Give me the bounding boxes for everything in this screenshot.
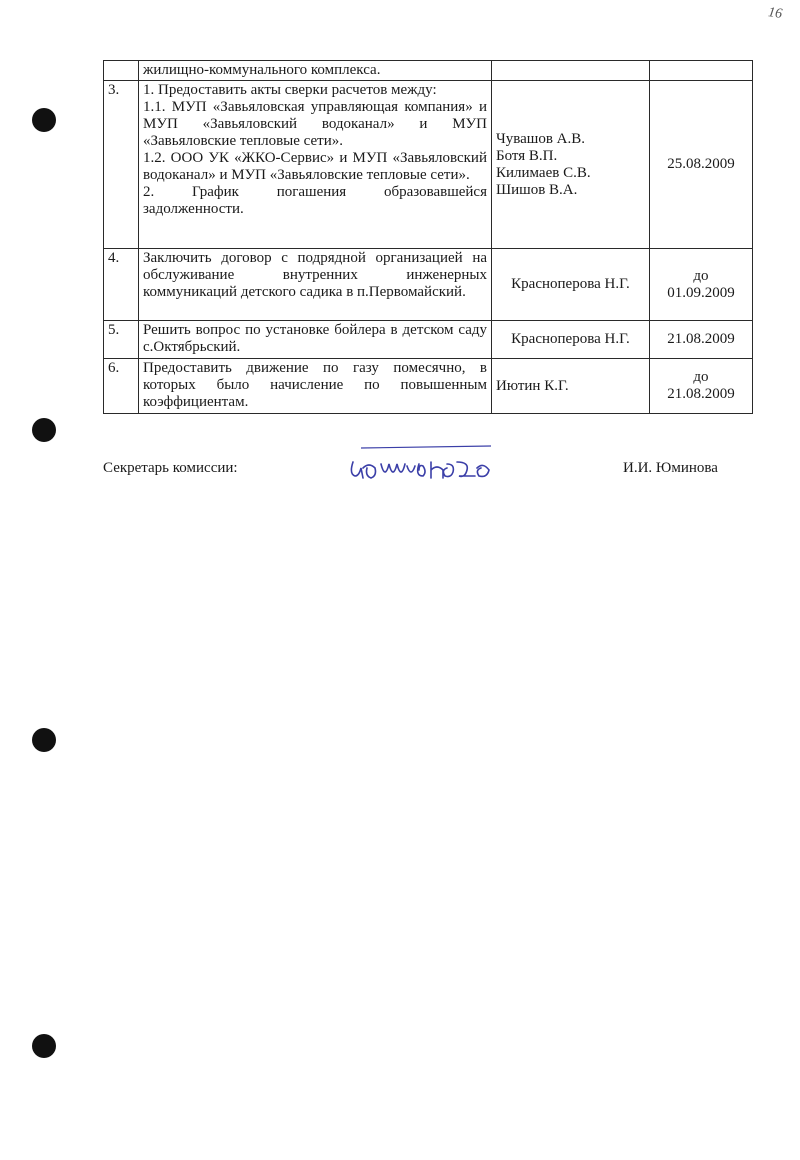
- table-row: [104, 61, 753, 81]
- secretary-label: Секретарь комиссии:: [103, 460, 238, 476]
- task-text: Предоставить движение по газу помесячно, в которых было начисление по повышенным коэффициентам.: [143, 360, 487, 410]
- task-text: 1. Предоставить акты сверки расчетов между:: [143, 82, 437, 98]
- task-cell: [139, 249, 492, 321]
- deadline-prefix: до: [693, 369, 709, 385]
- signature-block: [103, 440, 743, 500]
- task-cell: [139, 81, 492, 249]
- deadline-cell: [650, 359, 753, 414]
- handwritten-signature: [341, 440, 501, 490]
- responsible-person: Ботя В.П.: [496, 147, 558, 164]
- responsible-cell: [492, 81, 650, 249]
- deadline-date: 21.08.2009: [667, 331, 735, 347]
- responsible-person: Красноперова Н.Г.: [511, 331, 630, 347]
- task-text: 2. График погашения образовавшейся задолженности.: [143, 184, 487, 217]
- task-text: Решить вопрос по установке бойлера в детском саду с.Октябрьский.: [143, 322, 487, 355]
- deadline-date: 21.08.2009: [667, 386, 735, 402]
- responsible-cell: [492, 249, 650, 321]
- row-number: [104, 61, 139, 81]
- responsible-person: Чувашов А.В.: [496, 130, 586, 147]
- deadline-cell: [650, 61, 753, 81]
- row-number: 4.: [104, 249, 139, 321]
- page-number: 16: [767, 5, 784, 22]
- task-cell: [139, 359, 492, 414]
- deadline-cell: [650, 249, 753, 321]
- deadline-date: 25.08.2009: [667, 156, 735, 172]
- responsible-person: Килимаев С.В.: [496, 164, 591, 181]
- task-cell: [139, 61, 492, 81]
- row-number: 6.: [104, 359, 139, 414]
- table-row: [104, 249, 753, 321]
- responsible-person: Красноперова Н.Г.: [511, 276, 630, 292]
- task-text: жилищно-коммунального комплекса.: [143, 62, 381, 78]
- deadline-prefix: до: [693, 267, 709, 284]
- punch-hole: [32, 728, 56, 752]
- punch-hole: [32, 1034, 56, 1058]
- punch-hole: [32, 108, 56, 132]
- deadline-date: 01.09.2009: [667, 284, 735, 301]
- responsible-person: Шишов В.А.: [496, 181, 578, 198]
- deadline-cell: [650, 81, 753, 249]
- deadline-cell: [650, 321, 753, 359]
- responsible-cell: [492, 359, 650, 414]
- row-number: 3.: [104, 81, 139, 249]
- responsible-cell: [492, 321, 650, 359]
- responsible-person: Иютин К.Г.: [496, 377, 569, 394]
- responsible-cell: [492, 61, 650, 81]
- table-row: [104, 81, 753, 249]
- punch-hole: [32, 418, 56, 442]
- protocol-table: [103, 60, 753, 414]
- secretary-name: И.И. Юминова: [623, 460, 718, 476]
- task-text: Заключить договор с подрядной организацией на обслуживание внутренних инженерных коммуникаций детского садика в п.Первомайский.: [143, 250, 487, 300]
- task-text: 1.1. МУП «Завьяловская управляющая компания» и МУП «Завьяловский водоканал» и МУП «Завьяловские тепловые сети».: [143, 99, 487, 149]
- task-text: 1.2. ООО УК «ЖКО-Сервис» и МУП «Завьяловский водоканал» и МУП «Завьяловские тепловые сети».: [143, 150, 487, 183]
- row-number: 5.: [104, 321, 139, 359]
- table-row: [104, 321, 753, 359]
- task-cell: [139, 321, 492, 359]
- table-row: [104, 359, 753, 414]
